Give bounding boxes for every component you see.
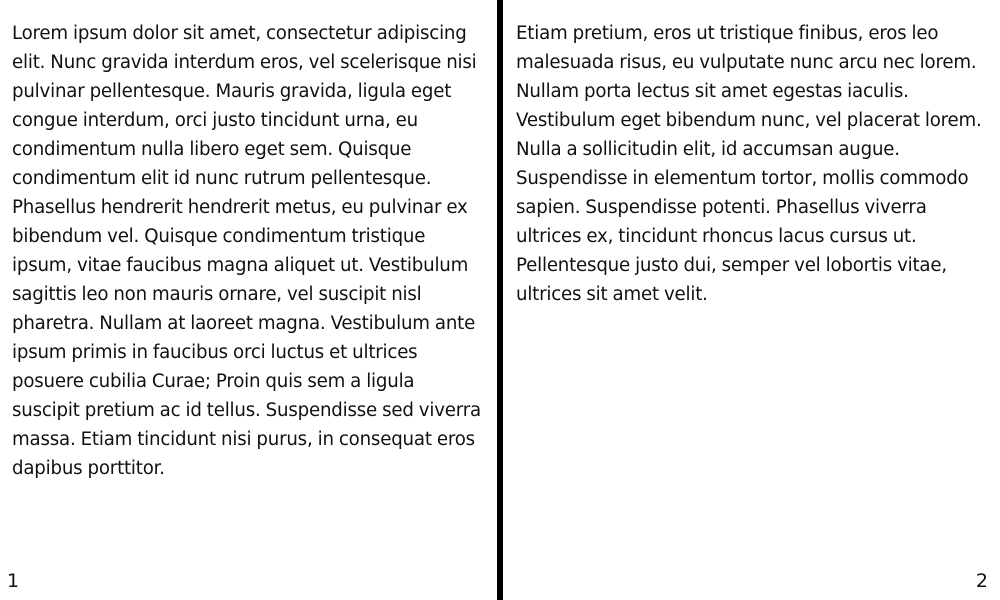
page-2-text: Etiam pretium, eros ut tristique finibus, eros leo malesuada risus, eu vulputate nunc arcu nec lorem. Nullam porta lectus sit amet egestas iaculis. Vestibulum eget bibendum nunc, vel placerat lorem. Nulla a sollicitudin elit, id accumsan augue. Suspendisse in elementum tortor, mollis commodo sapien. Suspendisse potenti. Phasellus viverra ultrices ex, tincidunt rhoncus lacus cursus ut. Pellentesque justo dui, semper vel lobortis vitae, ultrices sit amet velit.: [516, 23, 982, 305]
page-1-text: Lorem ipsum dolor sit amet, consectetur adipiscing elit. Nunc gravida interdum eros, vel scelerisque nisi pulvinar pellentesque. Mauris gravida, ligula eget congue interdum, orci justo tincidunt urna, eu condimentum nulla libero eget sem. Quisque condimentum elit id nunc rutrum pellentesque. Phasellus hendrerit hendrerit metus, eu pulvinar ex bibendum vel. Quisque condimentum tristique ipsum, vitae faucibus magna aliquet ut. Vestibulum sagittis leo non mauris ornare, vel suscipit nisl pharetra. Nullam at laoreet magna. Vestibulum ante ipsum primis in faucibus orci luctus et ultrices posuere cubilia Curae; Proin quis sem a ligula suscipit pretium ac id tellus. Suspendisse sed viverra massa. Etiam tincidunt nisi purus, in consequat eros dapibus porttitor.: [12, 23, 481, 479]
page-number-2: 2: [975, 570, 988, 592]
page-2: [503, 0, 1000, 600]
page-1: [0, 0, 497, 600]
page-number-1: 1: [7, 570, 20, 592]
